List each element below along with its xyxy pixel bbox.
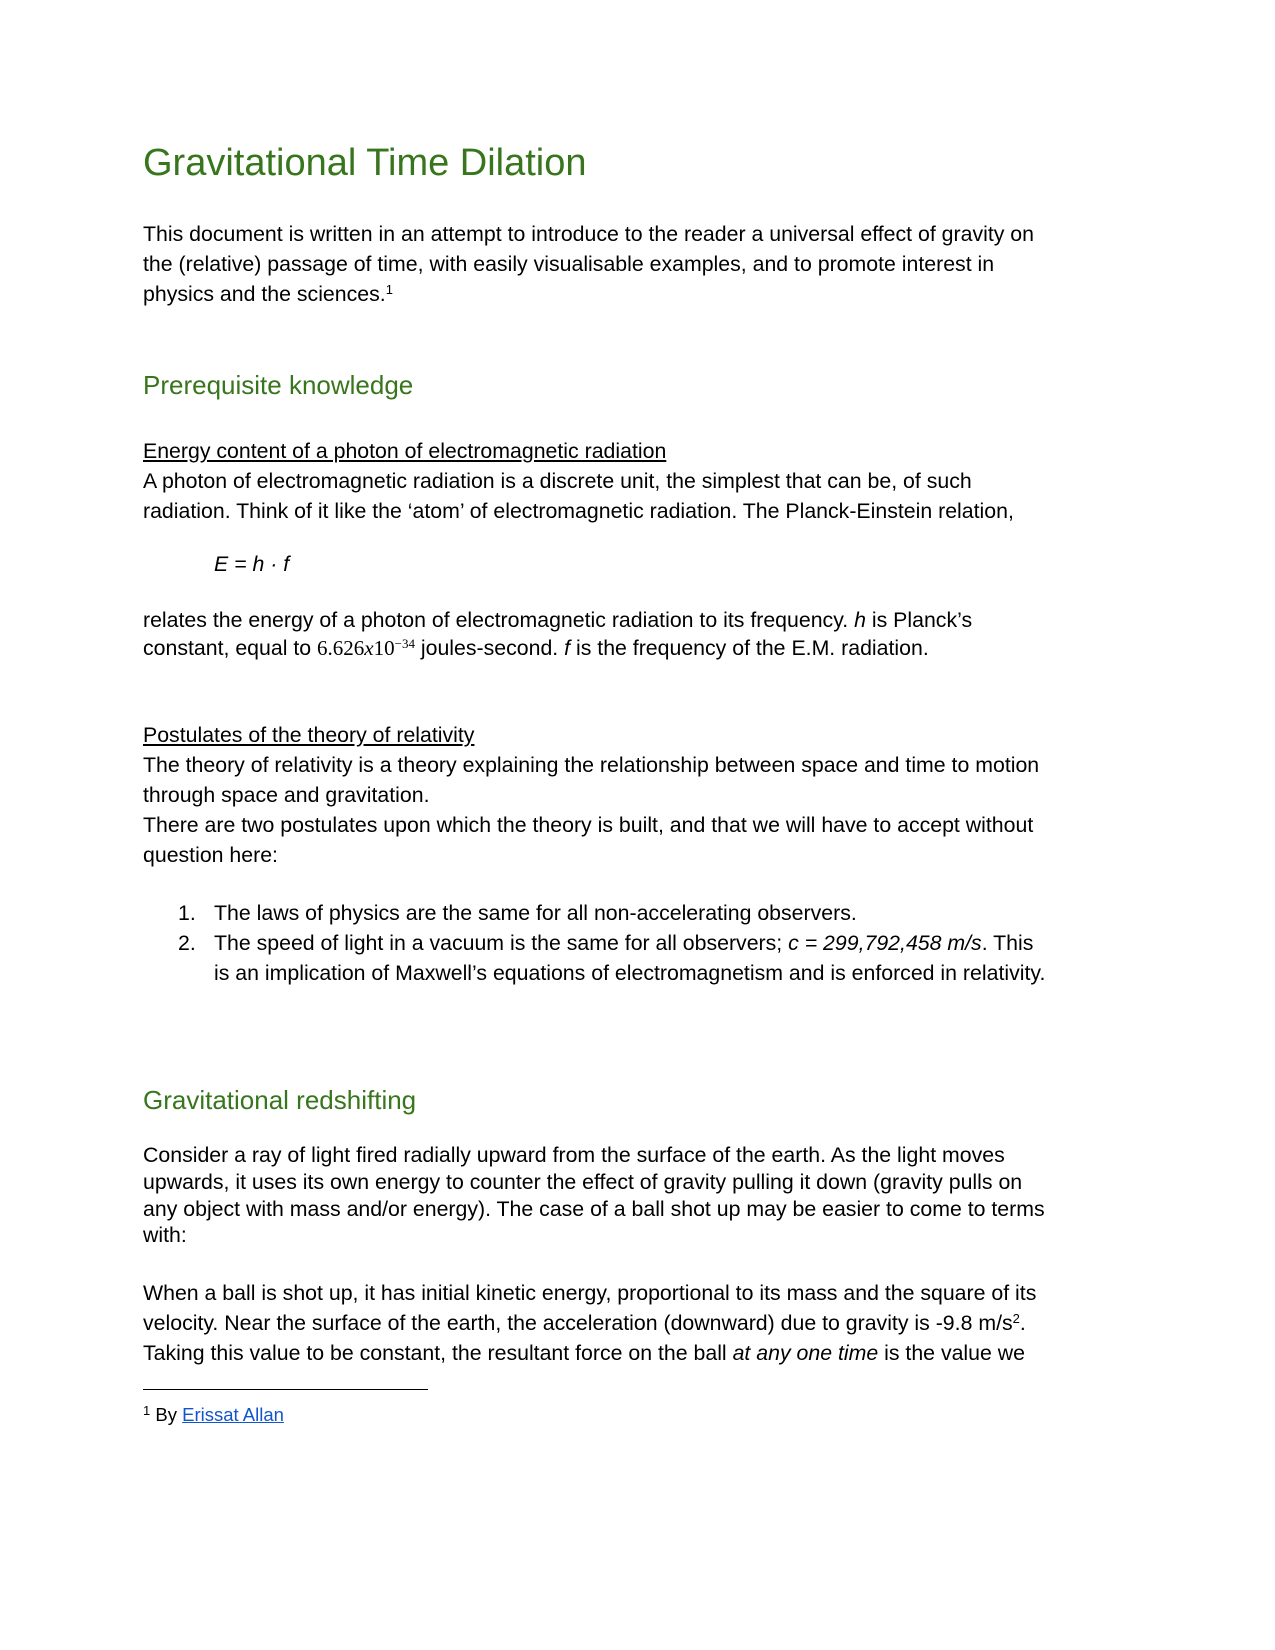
- subheading-relativity-postulates: Postulates of the theory of relativity: [143, 723, 475, 747]
- symbol-h: h: [854, 608, 866, 632]
- section-heading-prerequisite: Prerequisite knowledge: [143, 370, 414, 400]
- redshift-line-2: upwards, it uses its own energy to counter the effect of gravity pulling it down (gravity pulls on: [143, 1170, 1023, 1194]
- intro-line-2: the (relative) passage of time, with easily visualisable examples, and to promote interest in: [143, 252, 995, 276]
- emphasis-any-one-time: at any one time: [732, 1341, 879, 1365]
- ball-line-2a: velocity. Near the surface of the earth, the acceleration (downward) due to gravity is -9.8 m/s: [143, 1311, 1013, 1335]
- relativity-line-3: There are two postulates upon which the theory is built, and that we will have to accept without: [143, 813, 1034, 837]
- photon-after-1b: is Planck’s: [865, 608, 973, 632]
- speed-of-light-equation: c = 299,792,458 m/s: [788, 931, 982, 955]
- footnote: [143, 1402, 284, 1428]
- photon-line-1: A photon of electromagnetic radiation is a discrete unit, the simplest that can be, of such: [143, 469, 972, 493]
- postulate-number: 1.: [178, 901, 196, 925]
- postulate-2-text-a: The speed of light in a vacuum is the same for all observers;: [214, 931, 789, 955]
- footnote-reference[interactable]: 1: [385, 281, 393, 297]
- photon-after-2c: is the frequency of the E.M. radiation.: [570, 636, 929, 660]
- photon-after-2a: constant, equal to: [143, 636, 318, 660]
- redshift-line-3: any object with mass and/or energy). The case of a ball shot up may be easier to come to terms: [143, 1197, 1045, 1221]
- redshift-line-4: with:: [143, 1223, 187, 1247]
- ball-line-2b: .: [1019, 1311, 1026, 1335]
- section-heading-redshifting: Gravitational redshifting: [143, 1085, 417, 1115]
- photon-after-2b: joules-second.: [414, 636, 565, 660]
- footnote-separator: [143, 1389, 428, 1390]
- postulate-text: is an implication of Maxwell’s equations of electromagnetism and is enforced in relativity.: [214, 961, 1046, 985]
- photon-line-2: radiation. Think of it like the ‘atom’ of electromagnetic radiation. The Planck-Einstein relation,: [143, 499, 1014, 523]
- relativity-line-2: through space and gravitation.: [143, 783, 430, 807]
- photon-after-line-1: [143, 605, 972, 635]
- postulate-text: The laws of physics are the same for all non-accelerating observers.: [214, 901, 857, 925]
- photon-after-line-2: [143, 633, 929, 663]
- ball-line-3a: Taking this value to be constant, the resultant force on the ball: [143, 1341, 733, 1365]
- relativity-line-4: question here:: [143, 843, 278, 867]
- planck-einstein-equation: E = h · f: [214, 552, 290, 576]
- page-title: Gravitational Time Dilation: [143, 142, 587, 184]
- ball-line-3b: is the value we: [878, 1341, 1025, 1365]
- intro-line-3: [143, 279, 393, 309]
- intro-line-1: This document is written in an attempt to introduce to the reader a universal effect of gravity on: [143, 222, 1034, 246]
- ball-line-2: [143, 1308, 1026, 1338]
- photon-after-1a: relates the energy of a photon of electromagnetic radiation to its frequency.: [143, 608, 855, 632]
- squared-exponent: 2: [1012, 1310, 1020, 1326]
- author-link[interactable]: Erissat Allan: [182, 1404, 284, 1425]
- symbol-f: f: [564, 636, 571, 660]
- relativity-line-1: The theory of relativity is a theory explaining the relationship between space and time to motion: [143, 753, 1040, 777]
- postulate-2-text-b: . This: [981, 931, 1034, 955]
- subheading-photon-energy: Energy content of a photon of electromagnetic radiation: [143, 439, 667, 463]
- postulate-text: [214, 928, 1033, 958]
- ball-line-3: [143, 1338, 1025, 1368]
- redshift-line-1: Consider a ray of light fired radially upward from the surface of the earth. As the light moves: [143, 1143, 1005, 1167]
- intro-line-3-text: physics and the sciences.: [143, 282, 386, 306]
- planck-constant-value: [317, 636, 415, 660]
- postulate-number: 2.: [178, 931, 196, 955]
- ball-line-1: When a ball is shot up, it has initial kinetic energy, proportional to its mass and the square of its: [143, 1281, 1037, 1305]
- constant-base: 10: [373, 636, 395, 660]
- constant-mantissa: 6.626: [317, 636, 365, 660]
- constant-exponent: −34: [394, 636, 415, 651]
- footnote-prefix: By: [150, 1404, 183, 1425]
- footnote-number: 1: [143, 1402, 151, 1418]
- constant-times: x: [364, 636, 374, 660]
